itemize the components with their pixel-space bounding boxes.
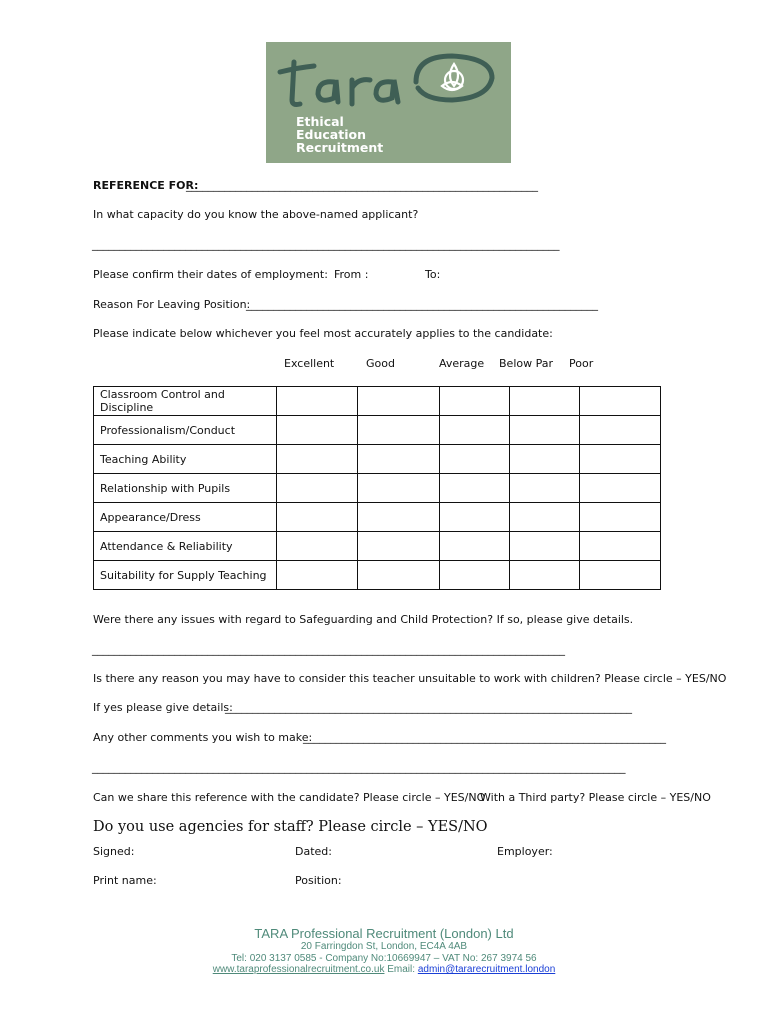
- company-logo: [266, 42, 511, 163]
- criterion-label: Appearance/Dress: [94, 503, 277, 532]
- if-yes-label: If yes please give details:: [93, 701, 233, 714]
- footer-email-link[interactable]: admin@tararecruitment.london: [417, 964, 556, 975]
- criterion-label: Suitability for Supply Teaching: [94, 561, 277, 590]
- footer-website-link[interactable]: www.taraprofessionalrecruitment.co.uk: [212, 964, 385, 975]
- rating-cell-poor[interactable]: [580, 445, 661, 474]
- safeguarding-field[interactable]: ______________________________________________________________________________________: [92, 643, 565, 656]
- table-row: [94, 387, 661, 416]
- employer-label: Employer:: [497, 845, 553, 858]
- third-party-question: With a Third party? Please circle – YES/NO: [480, 791, 711, 804]
- rating-cell-below-par[interactable]: [510, 387, 580, 416]
- dated-label: Dated:: [295, 845, 332, 858]
- rating-cell-poor[interactable]: [580, 387, 661, 416]
- rating-cell-average[interactable]: [440, 445, 510, 474]
- logo-tagline-line: Education: [296, 127, 366, 142]
- rating-cell-below-par[interactable]: [510, 532, 580, 561]
- other-comments-label: Any other comments you wish to make:: [93, 731, 313, 744]
- footer-email-label: Email:: [387, 964, 416, 975]
- rating-cell-excellent[interactable]: [277, 416, 358, 445]
- rating-cell-below-par[interactable]: [510, 561, 580, 590]
- table-row: [94, 474, 661, 503]
- if-yes-field[interactable]: __________________________________________________________________________: [225, 701, 632, 714]
- rating-cell-excellent[interactable]: [277, 503, 358, 532]
- rating-cell-below-par[interactable]: [510, 503, 580, 532]
- rating-cell-good[interactable]: [358, 532, 440, 561]
- rating-cell-excellent[interactable]: [277, 474, 358, 503]
- rating-cell-average[interactable]: [440, 561, 510, 590]
- rating-cell-poor[interactable]: [580, 416, 661, 445]
- unsuitable-question: Is there any reason you may have to consider this teacher unsuitable to work with children? Please circle – YES/NO: [93, 672, 727, 685]
- table-row: [94, 416, 661, 445]
- footer-contact: Tel: 020 3137 0585 - Company No:10669947 – VAT No: 267 3974 56: [231, 953, 537, 964]
- criterion-label: Relationship with Pupils: [94, 474, 277, 503]
- other-comments-field[interactable]: __________________________________________________________________: [303, 731, 666, 744]
- rating-cell-below-par[interactable]: [510, 416, 580, 445]
- rating-cell-good[interactable]: [358, 416, 440, 445]
- rating-cell-poor[interactable]: [580, 561, 661, 590]
- reference-for-field[interactable]: ________________________________________________________________: [186, 179, 538, 192]
- footer-company-name: TARA Professional Recruitment (London) Ltd: [254, 926, 514, 941]
- agencies-question: Do you use agencies for staff? Please circle – YES/NO: [93, 819, 488, 835]
- criterion-label: Classroom Control and Discipline: [94, 387, 277, 416]
- rating-cell-poor[interactable]: [580, 503, 661, 532]
- logo-tagline-line: Recruitment: [296, 140, 384, 155]
- signed-label: Signed:: [93, 845, 135, 858]
- reason-label: Reason For Leaving Position:: [93, 298, 251, 311]
- footer-address: 20 Farringdon St, London, EC4A 4AB: [300, 941, 468, 952]
- rating-header-excellent: Excellent: [284, 357, 335, 370]
- criterion-label: Attendance & Reliability: [94, 532, 277, 561]
- rating-cell-good[interactable]: [358, 561, 440, 590]
- reason-field[interactable]: ________________________________________________________________: [246, 298, 598, 311]
- rating-cell-below-par[interactable]: [510, 445, 580, 474]
- rating-cell-average[interactable]: [440, 532, 510, 561]
- rating-cell-average[interactable]: [440, 416, 510, 445]
- rating-cell-good[interactable]: [358, 387, 440, 416]
- table-row: [94, 532, 661, 561]
- print-name-label: Print name:: [93, 874, 157, 887]
- rating-header-below-par: Below Par: [499, 357, 553, 370]
- dates-label: Please confirm their dates of employment:: [93, 268, 328, 281]
- rating-cell-good[interactable]: [358, 503, 440, 532]
- rating-cell-average[interactable]: [440, 474, 510, 503]
- safeguarding-question: Were there any issues with regard to Safeguarding and Child Protection? If so, please give details.: [93, 613, 634, 626]
- criterion-label: Professionalism/Conduct: [94, 416, 277, 445]
- rating-header-average: Average: [439, 357, 485, 370]
- table-row: [94, 445, 661, 474]
- position-label: Position:: [295, 874, 342, 887]
- rating-header-good: Good: [366, 357, 395, 370]
- indicate-instruction: Please indicate below whichever you feel most accurately applies to the candidate:: [93, 327, 553, 340]
- from-label: From :: [334, 268, 369, 281]
- rating-cell-excellent[interactable]: [277, 445, 358, 474]
- rating-cell-average[interactable]: [440, 387, 510, 416]
- rating-cell-below-par[interactable]: [510, 474, 580, 503]
- capacity-field[interactable]: _____________________________________________________________________________________: [92, 238, 560, 251]
- rating-cell-excellent[interactable]: [277, 561, 358, 590]
- rating-cell-poor[interactable]: [580, 474, 661, 503]
- share-question: Can we share this reference with the candidate? Please circle – YES/NO: [93, 791, 486, 804]
- rating-cell-good[interactable]: [358, 474, 440, 503]
- rating-cell-good[interactable]: [358, 445, 440, 474]
- other-comments-extra-field[interactable]: _________________________________________________________________________________________________: [92, 761, 626, 774]
- footer-links: [0, 964, 768, 975]
- table-row: [94, 561, 661, 590]
- criterion-label: Teaching Ability: [94, 445, 277, 474]
- reference-for-label: REFERENCE FOR:: [93, 179, 199, 192]
- rating-cell-excellent[interactable]: [277, 532, 358, 561]
- logo-tagline: [296, 115, 383, 154]
- rating-cell-poor[interactable]: [580, 532, 661, 561]
- rating-header-poor: Poor: [569, 357, 594, 370]
- rating-cell-average[interactable]: [440, 503, 510, 532]
- logo-tagline-line: Ethical: [296, 114, 344, 129]
- rating-cell-excellent[interactable]: [277, 387, 358, 416]
- ratings-table: [93, 386, 661, 590]
- to-label: To:: [425, 268, 441, 281]
- capacity-question: In what capacity do you know the above-named applicant?: [93, 208, 419, 221]
- table-row: [94, 503, 661, 532]
